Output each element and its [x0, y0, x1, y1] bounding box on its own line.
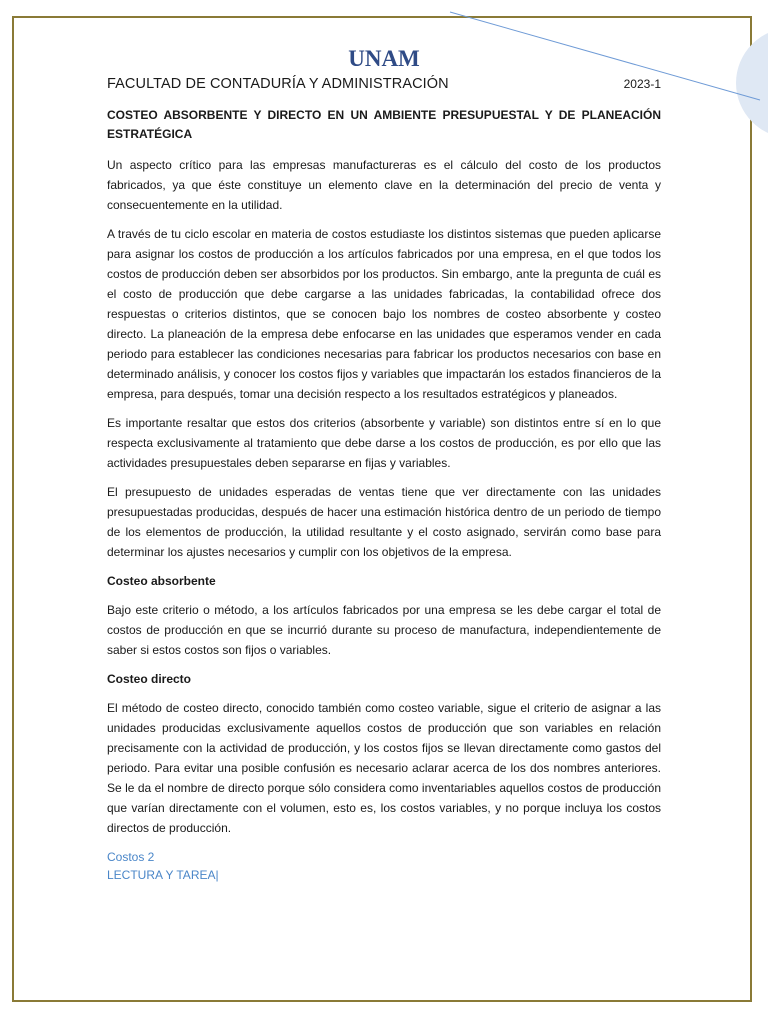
semester-label: 2023-1 [623, 77, 661, 91]
document-body [107, 44, 661, 884]
section-heading-absorbente: Costeo absorbente [107, 574, 216, 588]
footer-course: Costos 2 [107, 850, 155, 864]
paragraph-4: El presupuesto de unidades esperadas de ventas tiene que ver directamente con las unidades presupuestadas producidas, después de hacer una estimación histórica dentro de un periodo de tiempo de los elementos de producción, la utilidad resultante y el costo asignado, servirán como base para determinar los ajustes necesarios y cumplir con los objetivos de la empresa. [107, 485, 661, 559]
faculty-name: FACULTAD DE CONTADURÍA Y ADMINISTRACIÓN [107, 76, 449, 92]
section-text-directo: El método de costeo directo, conocido también como costeo variable, sigue el criterio de asignar a las unidades producidas exclusivamente aquellos costos de producción que son variables en relación precisamente con la actividad de producción, y los costos fijos se llevan directamente como gastos del periodo. Para evitar una posible confusión es necesario aclarar acerca de los dos nombres anteriores. Se le da el nombre de directo porque sólo considera como inventariables aquellos costos de producción que varían directamente con el volumen, esto es, los costos variables, y no porque incluya los costos directos de producción. [107, 701, 661, 835]
paragraph-2: A través de tu ciclo escolar en materia de costos estudiaste los distintos sistemas que pueden aplicarse para asignar los costos de producción a los artículos fabricados por una empresa, en el que todos los costos de producción deben ser absorbidos por los productos. Sin embargo, ante la pregunta de cuál es el costo de producción que debe cargarse a las unidades fabricadas, la contabilidad ofrece dos respuestas o criterios distintos, que se conocen bajo los nombres de costeo absorbente y costeo directo. La planeación de la empresa debe enfocarse en las unidades que esperamos vender en cada periodo para establecer las condiciones necesarias para fabricar los productos necesarios con base en determinado análisis, y conocer los costos fijos y variables que impactarán los estados financieros de la empresa, para después, tomar una decisión respecto a los resultados estratégicos y planeados. [107, 227, 661, 401]
footer-label: LECTURA Y TAREA| [107, 868, 219, 882]
paragraph-1: Un aspecto crítico para las empresas manufactureras es el cálculo del costo de los productos fabricados, ya que éste constituye un elemento clave en la determinación del precio de venta y consecuentemente en la utilidad. [107, 158, 661, 212]
document-title: COSTEO ABSORBENTE Y DIRECTO EN UN AMBIENTE PRESUPUESTAL Y DE PLANEACIÓN ESTRATÉGICA [107, 108, 661, 141]
institution-name: UNAM [348, 46, 420, 71]
paragraph-3: Es importante resaltar que estos dos criterios (absorbente y variable) son distintos entre sí en lo que respecta exclusivamente al tratamiento que debe darse a los costos de producción, es por ello que las actividades presupuestales deben separarse en fijas y variables. [107, 416, 661, 470]
header-row [107, 76, 661, 92]
section-text-absorbente: Bajo este criterio o método, a los artículos fabricados por una empresa se les debe cargar el total de costos de producción en que se incurrió durante su proceso de manufactura, independientemente de saber si estos costos son fijos o variables. [107, 603, 661, 657]
section-heading-directo: Costeo directo [107, 672, 192, 686]
footer-block [107, 848, 661, 884]
